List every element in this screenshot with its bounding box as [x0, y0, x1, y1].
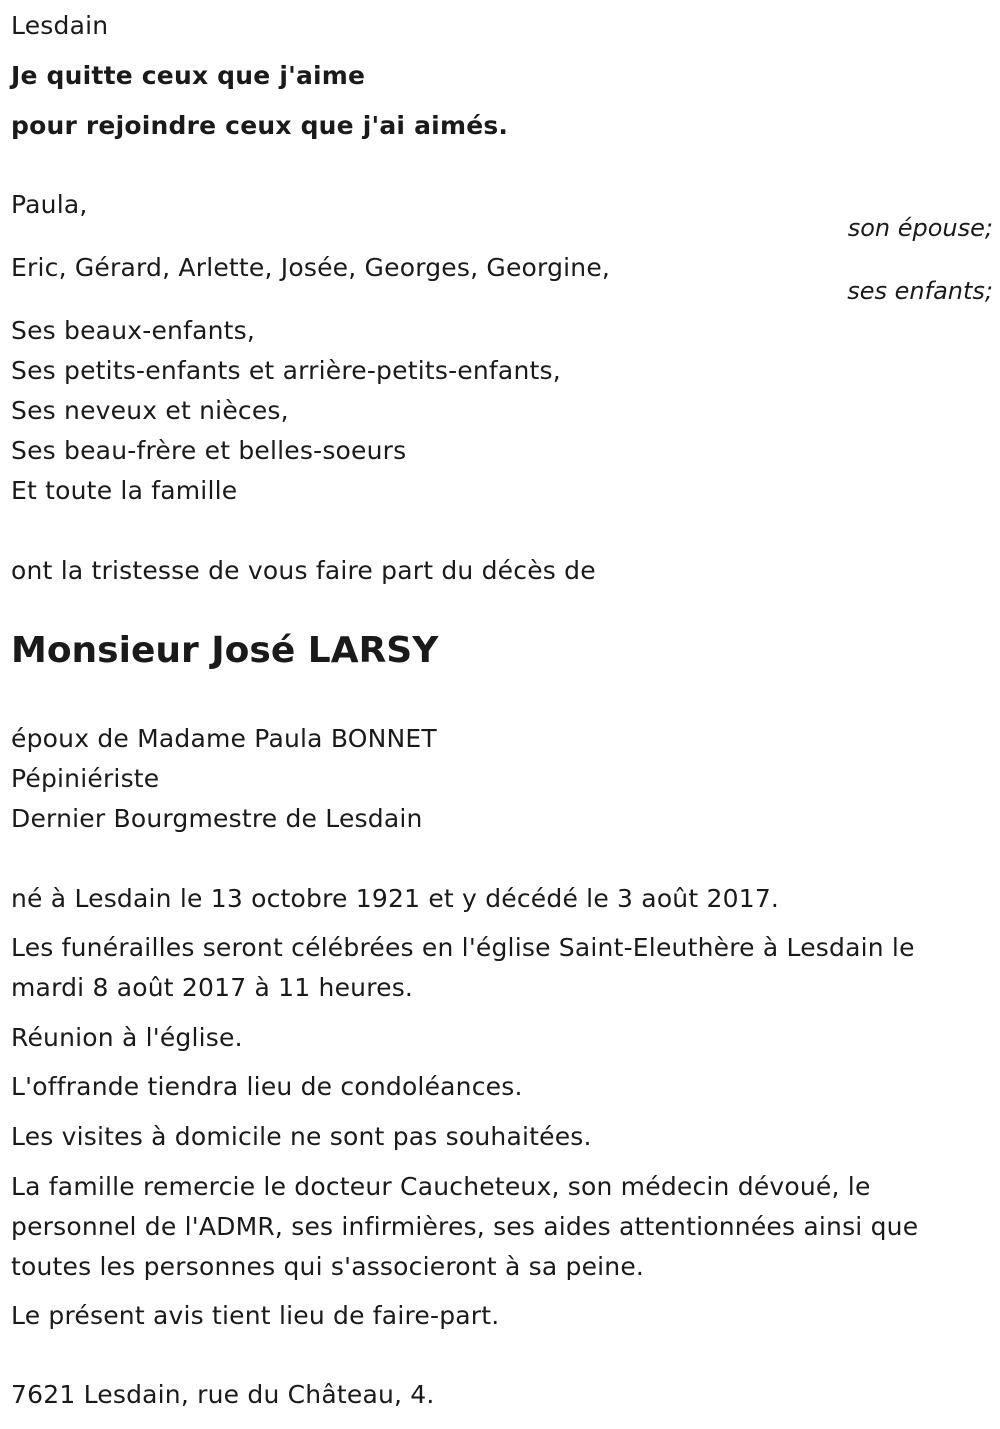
- deceased-name: Monsieur José LARSY: [11, 630, 439, 671]
- visits-paragraph: Les visites à domicile ne sont pas souhaitées.: [11, 1122, 592, 1151]
- quote-line-2: pour rejoindre ceux que j'ai aimés.: [11, 111, 509, 140]
- relatives-line: Ses neveux et nièces,: [11, 396, 289, 425]
- birth-death-paragraph: né à Lesdain le 13 octobre 1921 et y décédé le 3 août 2017.: [11, 884, 780, 913]
- notice-paragraph: Le présent avis tient lieu de faire-part.: [11, 1301, 500, 1330]
- relatives-line: Ses petits-enfants et arrière-petits-enfants,: [11, 356, 561, 385]
- quote-line-1: Je quitte ceux que j'aime: [11, 61, 366, 90]
- funeral-paragraph: Les funérailles seront célébrées en l'église Saint-Eleuthère à Lesdain le mardi 8 août 2017 à 11 heures.: [11, 933, 915, 1002]
- meeting-paragraph: Réunion à l'église.: [11, 1023, 243, 1052]
- spouse-role: son épouse;: [847, 214, 993, 242]
- spouse-name: Paula,: [11, 190, 88, 219]
- deceased-detail: époux de Madame Paula BONNET: [11, 724, 437, 753]
- relatives-line: Ses beaux-enfants,: [11, 316, 256, 345]
- deceased-detail: Dernier Bourgmestre de Lesdain: [11, 804, 423, 833]
- obituary-notice: [11, 0, 993, 1429]
- relatives-line: Ses beau-frère et belles-soeurs: [11, 436, 407, 465]
- thanks-paragraph: La famille remercie le docteur Caucheteux, son médecin dévoué, le personnel de l'ADMR, ses infirmières, ses aides attentionnées ainsi que toutes les personnes qui s'associeront à sa peine.: [11, 1172, 919, 1281]
- offering-paragraph: L'offrande tiendra lieu de condoléances.: [11, 1072, 523, 1101]
- children-role: ses enfants;: [847, 277, 993, 305]
- address-line: 7621 Lesdain, rue du Château, 4.: [11, 1380, 435, 1409]
- location-header: Lesdain: [11, 11, 109, 40]
- announcement-text: ont la tristesse de vous faire part du décès de: [11, 556, 596, 585]
- deceased-detail: Pépiniériste: [11, 764, 160, 793]
- relatives-line: Et toute la famille: [11, 476, 238, 505]
- children-names: Eric, Gérard, Arlette, Josée, Georges, Georgine,: [11, 253, 611, 282]
